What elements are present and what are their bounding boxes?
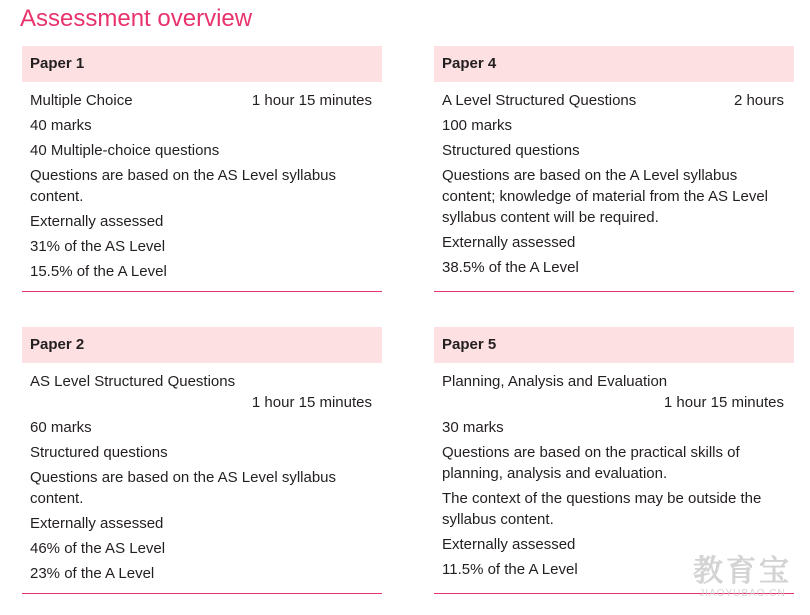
paper-4-weight-a: 38.5% of the A Level: [442, 259, 579, 276]
paper-5-marks: 30 marks: [442, 419, 504, 436]
paper-5-assessed: Externally assessed: [442, 536, 576, 553]
paper-4-marks: 100 marks: [442, 117, 513, 134]
paper-5-weight-a: 11.5% of the A Level: [442, 561, 578, 578]
watermark-en: JIAOYUBAO.CN: [699, 588, 786, 599]
paper-1-weight-a: 15.5% of the A Level: [30, 263, 167, 280]
paper-1-assessed: Externally assessed: [30, 213, 164, 230]
paper-2-format: Structured questions: [30, 444, 168, 461]
paper-2-name: AS Level Structured Questions: [30, 373, 236, 390]
paper-4-duration: 2 hours: [733, 92, 784, 109]
paper-1-title-row: [30, 90, 372, 111]
paper-4-content: Questions are based on the A Level syllabus content; knowledge of material from the AS Level syllabus content will be required.: [442, 167, 769, 226]
paper-5-duration: 1 hour 15 minutes: [663, 394, 784, 411]
paper-2-header: Paper 2: [22, 327, 382, 363]
paper-4-format: Structured questions: [442, 142, 580, 159]
paper-4-card: [434, 46, 794, 282]
paper-5-name: Planning, Analysis and Evaluation: [442, 373, 668, 390]
paper-2-weight-a: 23% of the A Level: [30, 565, 155, 582]
paper-1-weight-as: 31% of the AS Level: [30, 238, 166, 255]
paper-4-assessed: Externally assessed: [442, 234, 576, 251]
paper-2-card: [22, 327, 382, 588]
paper-2-content: Questions are based on the AS Level syllabus content.: [30, 469, 337, 507]
watermark-cn: 教育宝: [693, 555, 792, 588]
paper-2-marks: 60 marks: [30, 419, 92, 436]
paper-5-header: Paper 5: [434, 327, 794, 363]
paper-2-assessed: Externally assessed: [30, 515, 164, 532]
paper-2-divider: [22, 593, 382, 594]
paper-5-card: [434, 327, 794, 584]
watermark-logo: [693, 556, 792, 599]
page-title: Assessment overview: [20, 5, 253, 32]
paper-5-context: The context of the questions may be outside the syllabus content.: [442, 490, 762, 528]
paper-1-marks: 40 marks: [30, 117, 92, 134]
paper-4-title-row: [442, 90, 784, 111]
paper-5-content: Questions are based on the practical skills of planning, analysis and evaluation.: [442, 444, 740, 482]
paper-1-content: Questions are based on the AS Level syllabus content.: [30, 167, 337, 205]
paper-2-duration: 1 hour 15 minutes: [251, 394, 372, 411]
paper-1-card: [22, 46, 382, 286]
paper-1-name: Multiple Choice: [30, 92, 133, 109]
paper-1-duration: 1 hour 15 minutes: [251, 92, 372, 109]
paper-1-divider: [22, 291, 382, 292]
paper-2-weight-as: 46% of the AS Level: [30, 540, 166, 557]
paper-4-header: Paper 4: [434, 46, 794, 82]
paper-4-divider: [434, 291, 794, 292]
paper-1-format: 40 Multiple-choice questions: [30, 142, 220, 159]
paper-1-header: Paper 1: [22, 46, 382, 82]
paper-4-name: A Level Structured Questions: [442, 92, 637, 109]
